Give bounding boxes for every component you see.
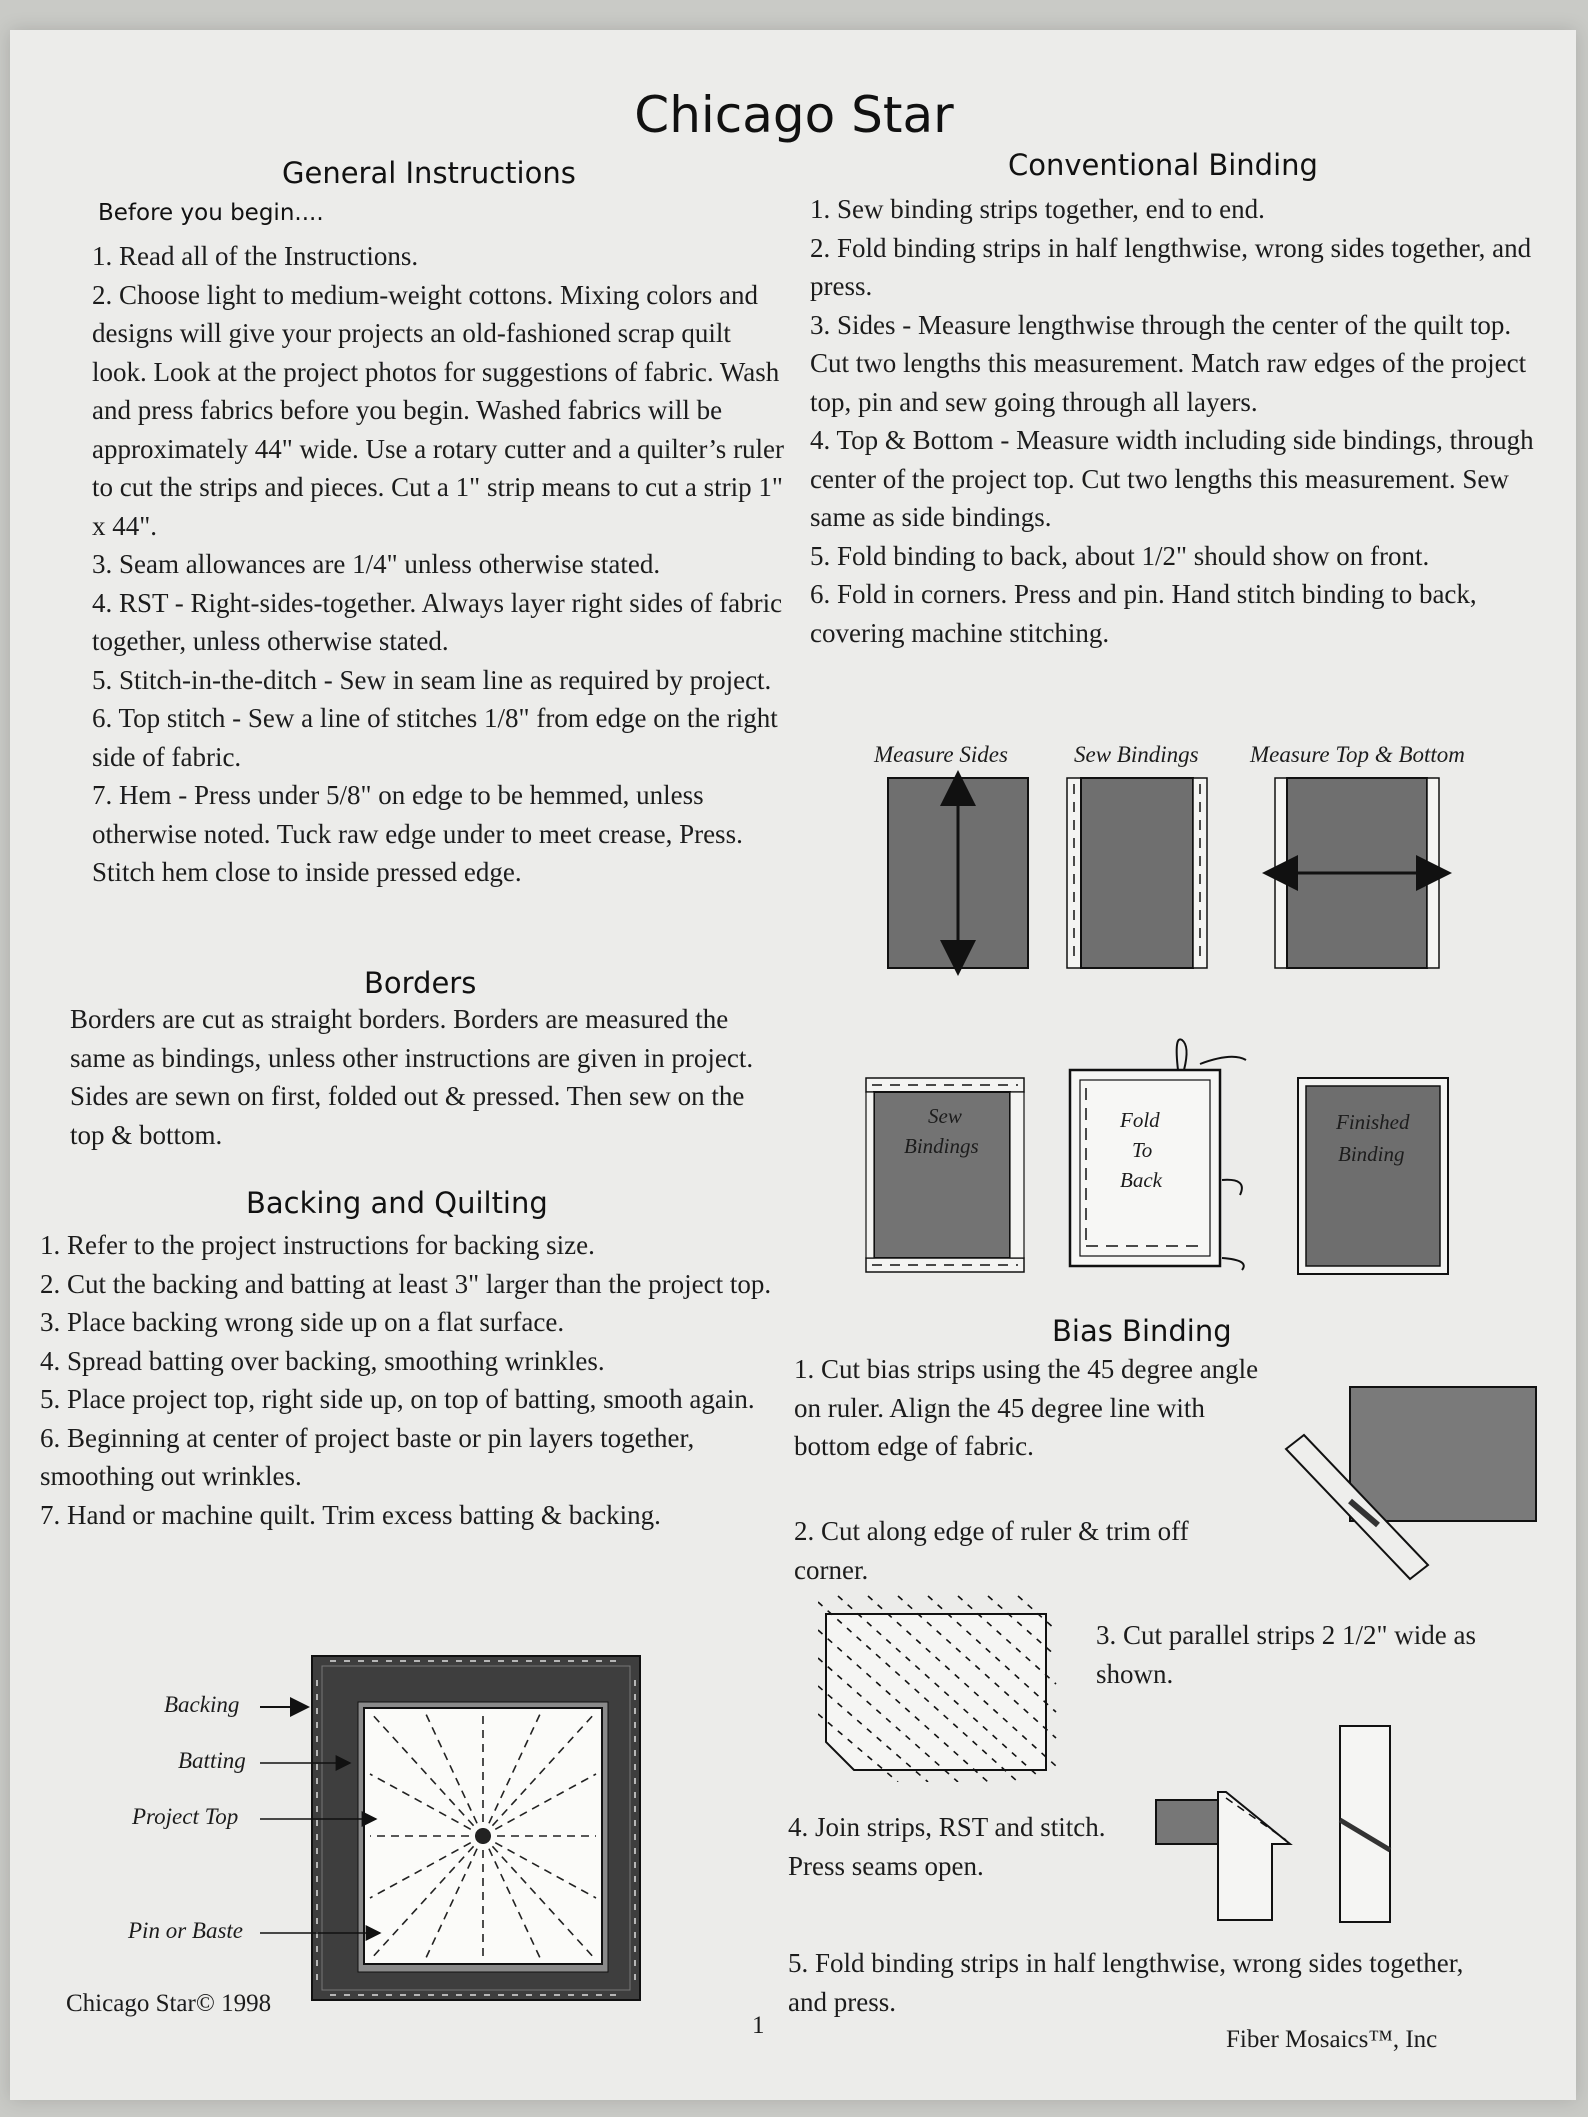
list-item: 1. Sew binding strips together, end to end. [810,194,1265,224]
list-item: 1. Read all of the Instructions. [92,241,419,271]
list-item: 3. Seam allowances are 1/4" unless otherwise stated. [92,549,661,579]
finished-label-1: Finished [1336,1110,1410,1134]
list-item: 6. Beginning at center of project baste or pin layers together, smoothing out wrinkles. [40,1422,695,1491]
sew-bindings-label: Sew Bindings [1074,742,1199,767]
list-item: 6. Top stitch - Sew a line of stitches 1/8" from edge on the right side of fabric. [92,703,778,772]
backing-label: Backing [164,1692,240,1717]
bias-binding-heading: Bias Binding [1052,1314,1232,1348]
list-item: 2. Choose light to medium-weight cottons. Mixing colors and designs will give your projects an old-fashioned scrap quilt look. Look at the project photos for suggestions of fabric. Wash and press fabrics before you begin. Washed fabrics will be approximately 44" wide. Use a rotary cutter and a quilter’s ruler to cut the strips and pieces. Cut a 1" strip means to cut a strip 1" x 44". [92,279,785,541]
backing-list [40,1226,780,1534]
project-top-label: Project Top [132,1804,239,1829]
list-item: 4. Spread batting over backing, smoothing wrinkles. [40,1345,605,1376]
sew-bindings-inner-label-2: Bindings [904,1134,979,1158]
borders-heading: Borders [364,966,477,1000]
bias-step-1: 1. Cut bias strips using the 45 degree angle on ruler. Align the 45 degree line with bottom edge of fabric. [794,1354,1259,1461]
fold-label-2: To [1132,1138,1153,1162]
list-item: 3. Sides - Measure lengthwise through the center of the quilt top. Cut two lengths this measurement. Match raw edges of the project top, pin and sew going through all layers. [810,309,1527,417]
list-item: 1. Refer to the project instructions for backing size. [40,1230,595,1260]
list-item: 7. Hem - Press under 5/8" on edge to be hemmed, unless otherwise noted. Tuck raw edge under to meet crease, Press. Stitch hem close to inside pressed edge. [92,780,743,887]
sew-bindings-inner-label-1: Sew [928,1104,962,1128]
measure-top-bottom-label: Measure Top & Bottom [1250,742,1465,767]
bias-step-4: 4. Join strips, RST and stitch. Press seams open. [788,1812,1106,1881]
list-item: 4. RST - Right-sides-together. Always layer right sides of fabric together, unless otherwise stated. [92,587,783,656]
measure-sides-label: Measure Sides [874,742,1008,767]
finished-label-2: Binding [1338,1142,1405,1166]
list-item: 4. Top & Bottom - Measure width including side bindings, through center of the project top. Cut two lengths this measurement. Sew same as side bindings. [810,425,1534,532]
pin-or-baste-label: Pin or Baste [128,1918,243,1943]
bias-step-2: 2. Cut along edge of ruler & trim off corner. [794,1516,1189,1585]
bias-cut-diagram [1280,1375,1548,1585]
conventional-binding-list [810,190,1550,652]
list-item: 5. Stitch-in-the-ditch - Sew in seam line as required by project. [92,664,772,695]
page-number: 1 [752,2012,765,2039]
page-title: Chicago Star [634,86,954,144]
backing-heading: Backing and Quilting [246,1186,548,1220]
conventional-binding-heading: Conventional Binding [1008,148,1318,182]
join-strips-diagram [1150,1720,1410,1930]
list-item: 2. Cut the backing and batting at least 3" larger than the project top. [40,1268,772,1299]
list-item: 2. Fold binding strips in half lengthwise, wrong sides together, and press. [810,232,1532,301]
before-you-begin-subheading: Before you begin.... [98,200,324,226]
fold-label-1: Fold [1120,1108,1160,1132]
copyright-text: Chicago Star© 1998 [66,1990,272,2017]
list-item: 6. Fold in corners. Press and pin. Hand stitch binding to back, covering machine stitching. [810,579,1477,648]
batting-label: Batting [178,1748,246,1773]
parallel-strips-diagram [818,1592,1058,1782]
list-item: 5. Place project top, right side up, on top of batting, smooth again. [40,1384,755,1414]
company-name: Fiber Mosaics™, Inc [1226,2026,1438,2053]
bias-step-3: 3. Cut parallel strips 2 1/2" wide as shown. [1096,1620,1476,1689]
list-item: 7. Hand or machine quilt. Trim excess batting & backing. [40,1499,661,1530]
fold-label-3: Back [1120,1168,1162,1192]
general-instructions-heading: General Instructions [282,156,576,190]
quilt-layers-diagram [250,1650,650,2010]
borders-text: Borders are cut as straight borders. Borders are measured the same as bindings, unless other instructions are given in project. Sides are sewn on first, folded out & pressed. Then sew on the top & bottom. [70,1004,754,1150]
binding-steps-diagram-row1 [880,770,1530,980]
list-item: 5. Fold binding to back, about 1/2" should show on front. [810,540,1430,571]
bias-step-5: 5. Fold binding strips in half lengthwise, wrong sides together, and press. [788,1948,1464,2017]
general-instructions-list [92,237,792,892]
list-item: 3. Place backing wrong side up on a flat surface. [40,1307,565,1337]
